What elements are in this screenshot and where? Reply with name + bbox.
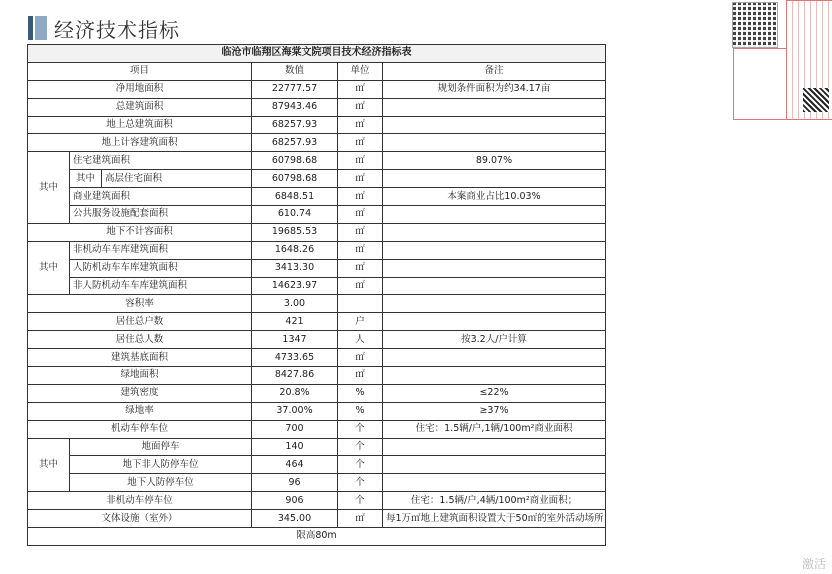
table-row (28, 206, 606, 224)
row-note (383, 295, 606, 313)
row-label: 文体设施（室外） (28, 510, 252, 528)
row-value: 906 (252, 492, 338, 510)
table-footer-row (28, 528, 606, 546)
row-note (383, 116, 606, 134)
group-label: 其中 (28, 152, 70, 224)
row-value: 96 (252, 474, 338, 492)
table-row (28, 349, 606, 367)
row-value: 4733.65 (252, 349, 338, 367)
row-note: 住宅：1.5辆/户,1辆/100m²商业面积 (383, 420, 606, 438)
row-value: 60798.68 (252, 152, 338, 170)
row-unit: ㎡ (338, 134, 383, 152)
row-label: 非机动车停车位 (28, 492, 252, 510)
table-row (28, 331, 606, 349)
tech-econ-table (27, 44, 606, 546)
row-unit (338, 295, 383, 313)
row-unit: 个 (338, 456, 383, 474)
row-value: 68257.93 (252, 134, 338, 152)
row-label: 绿地面积 (28, 367, 252, 385)
row-label: 绿地率 (28, 402, 252, 420)
row-label: 人防机动车车库建筑面积 (70, 259, 252, 277)
row-label: 建筑基底面积 (28, 349, 252, 367)
row-label: 建筑密度 (28, 384, 252, 402)
row-value: 87943.46 (252, 98, 338, 116)
table-row (28, 116, 606, 134)
table-row (28, 456, 606, 474)
row-note: ≥37% (383, 402, 606, 420)
row-value: 22777.57 (252, 80, 338, 98)
stamp-frame (733, 48, 787, 120)
row-unit: ㎡ (338, 116, 383, 134)
row-note (383, 474, 606, 492)
table-title: 临沧市临翔区海棠文院项目技术经济指标表 (28, 45, 606, 63)
row-label: 住宅建筑面积 (70, 152, 252, 170)
row-value: 3.00 (252, 295, 338, 313)
row-label: 容积率 (28, 295, 252, 313)
row-label: 地上计容建筑面积 (28, 134, 252, 152)
header-value: 数值 (252, 62, 338, 80)
row-value: 464 (252, 456, 338, 474)
row-unit: ㎡ (338, 277, 383, 295)
row-label: 机动车停车位 (28, 420, 252, 438)
table-row (28, 134, 606, 152)
row-value: 421 (252, 313, 338, 331)
table-row (28, 241, 606, 259)
row-label: 地下不计容面积 (28, 223, 252, 241)
row-label: 地上总建筑面积 (28, 116, 252, 134)
table-footer: 限高80m (28, 528, 606, 546)
table-row (28, 384, 606, 402)
table-row (28, 295, 606, 313)
row-label: 净用地面积 (28, 80, 252, 98)
row-note (383, 349, 606, 367)
row-label: 非人防机动车车库建筑面积 (70, 277, 252, 295)
row-note: 89.07% (383, 152, 606, 170)
row-unit: ㎡ (338, 241, 383, 259)
row-value: 345.00 (252, 510, 338, 528)
row-note (383, 170, 606, 188)
table-header-row (28, 62, 606, 80)
qr-code-icon (732, 2, 778, 48)
row-unit: 人 (338, 331, 383, 349)
row-note (383, 277, 606, 295)
row-value: 37.00% (252, 402, 338, 420)
table-row (28, 170, 606, 188)
row-value: 610.74 (252, 206, 338, 224)
row-unit: ㎡ (338, 223, 383, 241)
row-label: 地下非人防停车位 (70, 456, 252, 474)
row-note (383, 313, 606, 331)
row-unit: ㎡ (338, 349, 383, 367)
table-row (28, 402, 606, 420)
group-label: 其中 (28, 438, 70, 492)
row-label: 高层住宅面积 (102, 170, 252, 188)
row-note (383, 367, 606, 385)
row-note: 住宅：1.5辆/户,4辆/100m²商业面积； (383, 492, 606, 510)
row-note: 按3.2人/户计算 (383, 331, 606, 349)
section-title: 经济技术指标 (54, 17, 180, 42)
row-unit: ㎡ (338, 206, 383, 224)
row-unit: 个 (338, 438, 383, 456)
table-row (28, 277, 606, 295)
row-note: 规划条件面积为约34.17亩 (383, 80, 606, 98)
sub-group-label: 其中 (70, 170, 102, 188)
header-unit: 单位 (338, 62, 383, 80)
row-value: 14623.97 (252, 277, 338, 295)
watermark: 激活 (801, 557, 826, 571)
row-note (383, 206, 606, 224)
row-label: 居住总户数 (28, 313, 252, 331)
row-value: 60798.68 (252, 170, 338, 188)
table-row (28, 474, 606, 492)
section-header (28, 14, 180, 42)
row-label: 居住总人数 (28, 331, 252, 349)
title-accent-bar (28, 16, 33, 40)
row-unit: 个 (338, 420, 383, 438)
row-unit: ㎡ (338, 152, 383, 170)
row-note: 每1万㎡地上建筑面积设置大于50㎡的室外活动场所 (383, 510, 606, 528)
table-row (28, 420, 606, 438)
row-value: 1648.26 (252, 241, 338, 259)
small-qr-code-icon (803, 88, 829, 112)
row-value: 1347 (252, 331, 338, 349)
row-note (383, 241, 606, 259)
row-note (383, 456, 606, 474)
row-label: 地面停车 (70, 438, 252, 456)
table-row (28, 98, 606, 116)
row-unit: % (338, 384, 383, 402)
row-unit: ㎡ (338, 367, 383, 385)
row-unit: ㎡ (338, 259, 383, 277)
row-value: 20.8% (252, 384, 338, 402)
table-row (28, 80, 606, 98)
row-unit: % (338, 402, 383, 420)
row-note (383, 259, 606, 277)
row-note (383, 223, 606, 241)
row-note (383, 98, 606, 116)
row-unit: ㎡ (338, 170, 383, 188)
table-row (28, 259, 606, 277)
row-value: 3413.30 (252, 259, 338, 277)
table-row (28, 510, 606, 528)
table-row (28, 492, 606, 510)
row-unit: ㎡ (338, 98, 383, 116)
row-unit: 个 (338, 492, 383, 510)
row-unit: ㎡ (338, 188, 383, 206)
row-value: 140 (252, 438, 338, 456)
title-accent-bar-light (35, 16, 47, 40)
row-label: 总建筑面积 (28, 98, 252, 116)
table-row (28, 152, 606, 170)
row-unit: ㎡ (338, 510, 383, 528)
table-row (28, 438, 606, 456)
row-unit: ㎡ (338, 80, 383, 98)
row-value: 6848.51 (252, 188, 338, 206)
row-label: 商业建筑面积 (70, 188, 252, 206)
row-unit: 户 (338, 313, 383, 331)
row-value: 8427.86 (252, 367, 338, 385)
table-row (28, 223, 606, 241)
row-value: 68257.93 (252, 116, 338, 134)
row-unit: 个 (338, 474, 383, 492)
table-row (28, 188, 606, 206)
table-row (28, 367, 606, 385)
header-note: 备注 (383, 62, 606, 80)
row-value: 19685.53 (252, 223, 338, 241)
group-label: 其中 (28, 241, 70, 295)
row-note: 本案商业占比10.03% (383, 188, 606, 206)
row-value: 700 (252, 420, 338, 438)
row-note: ≤22% (383, 384, 606, 402)
row-note (383, 134, 606, 152)
row-label: 地下人防停车位 (70, 474, 252, 492)
table-row (28, 313, 606, 331)
row-note (383, 438, 606, 456)
header-item: 项目 (28, 62, 252, 80)
row-label: 公共服务设施配套面积 (70, 206, 252, 224)
row-label: 非机动车车库建筑面积 (70, 241, 252, 259)
approval-stamp-area (731, 0, 832, 120)
